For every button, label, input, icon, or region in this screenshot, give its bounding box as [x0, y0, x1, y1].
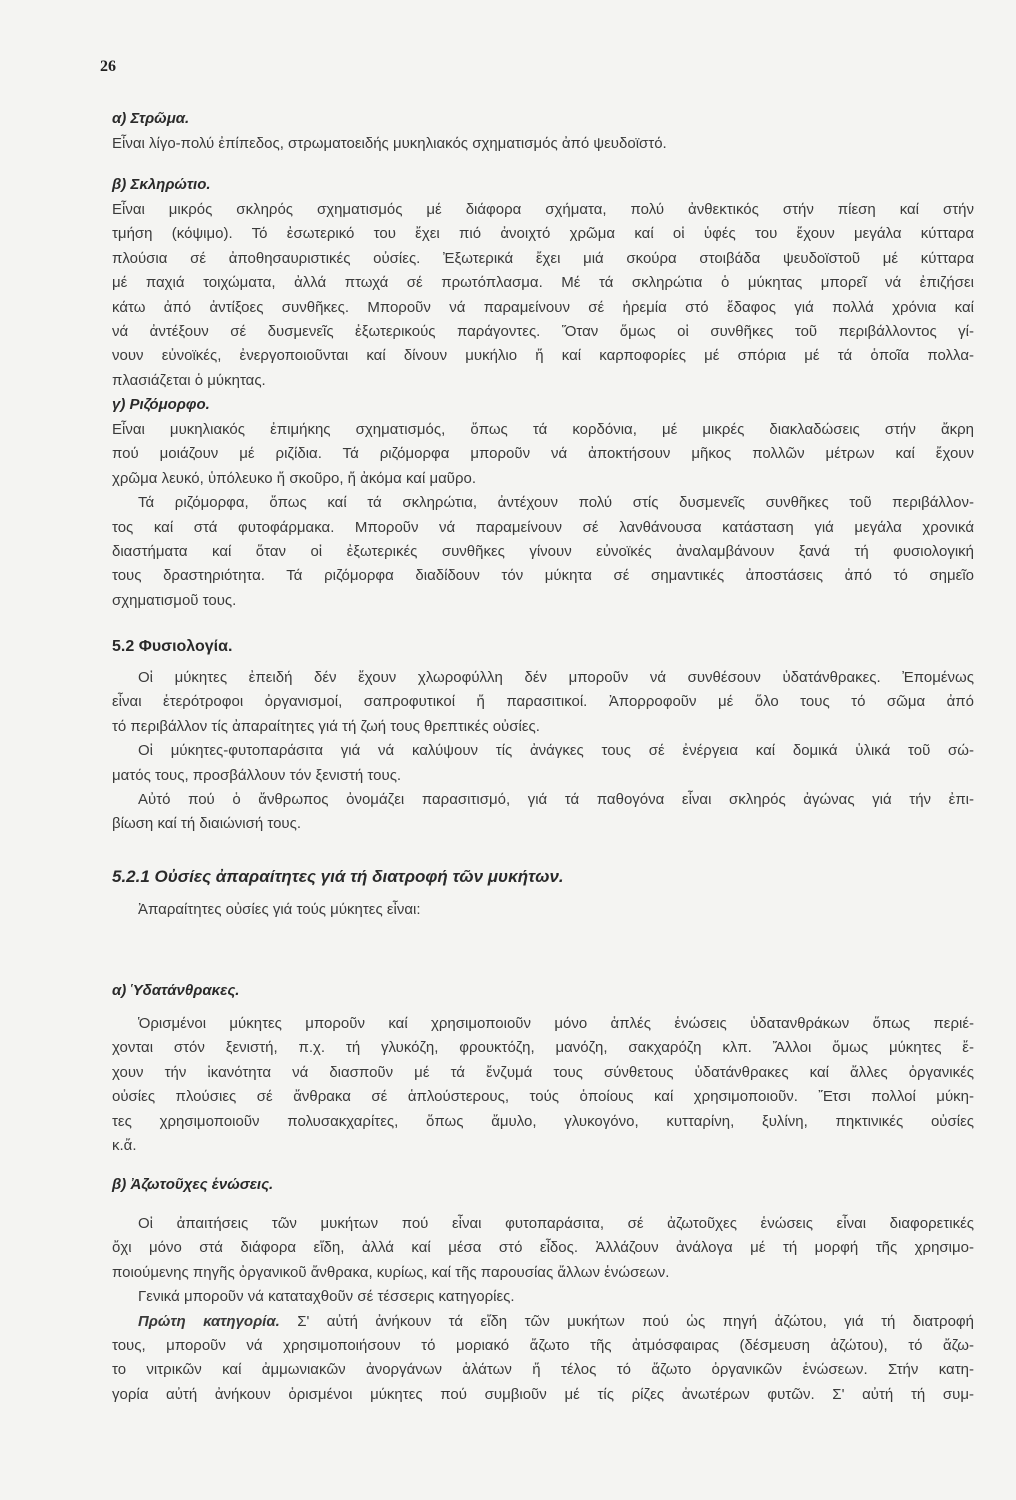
text-line: Οἱ μύκητες-φυτοπαράσιτα γιά νά καλύψουν τίς ἀνάγκες τους σέ ἐνέργεια καί δομικά ὑλικά τοῦ σώ-: [138, 742, 974, 760]
text-line: κ.ἄ.: [112, 1136, 137, 1154]
section-heading: γ) Ριζόμορφο.: [112, 396, 210, 413]
section-physiology: [112, 632, 974, 837]
text-line: το νιτρικῶν καί ἀμμωνιακῶν ἀνοργάνων ἁλάτων ἤ τέλος τό ἄζωτο ὀργανικῶν ἑνώσεων. Στήν κατη-: [112, 1361, 974, 1379]
section-heading: β) Ἀζωτοῦχες ἑνώσεις.: [112, 1176, 274, 1193]
text-line: μέ παχιά τοιχώματα, ἀλλά πτωχά σέ πρωτόπλασμα. Μέ τά σκληρώτια ὁ μύκητας μπορεῖ νά ἐπιζήσει: [112, 274, 974, 292]
text-line: σχηματισμοῦ τους.: [112, 591, 237, 609]
text-line: χονται στόν ξενιστή, π.χ. τή γλυκόζη, φρουκτόζη, μανόζη, σακχαρόζη κλπ. Ἄλλοι ὅμως μύκητες ἔ-: [112, 1039, 974, 1057]
text-span: Σ' αὐτή ἀνήκουν τά εἴδη τῶν μυκήτων πού ὡς πηγή ἀζώτου, γιά τή διατροφή: [297, 1312, 974, 1330]
text-line: Αὐτό πού ὁ ἄνθρωπος ὀνομάζει παρασιτισμό, γιά τά παθογόνα εἶναι σκληρός ἀγώνας γιά τήν ἐπι-: [138, 790, 974, 808]
section-heading: β) Σκληρώτιο.: [112, 176, 211, 193]
text-line: χουν τήν ἱκανότητα νά διασποῦν μέ τά ἔνζυμά τους σύνθετους ὑδατάνθρακες καί ἄλλες ὀργανικές: [112, 1063, 974, 1081]
section-carbohydrates: [112, 978, 974, 1158]
text-line: γορία αὐτή ἀνήκουν ὁρισμένοι μύκητες πού συμβιοῦν μέ τίς ρίζες ἀνωτέρων φυτῶν. Σ' αὐτή τή συμ-: [112, 1385, 974, 1403]
first-category-label: Πρώτη κατηγορία.: [138, 1312, 280, 1330]
text-line: διαστήματα καί ὅταν οἱ ἐξωτερικές συνθῆκες γίνουν εὐνοϊκές ἀναλαμβάνουν ξανά τή φυσιολογική: [112, 542, 974, 560]
text-line: πλασιάζεται ὁ μύκητας.: [112, 371, 266, 389]
text-line: πλούσια σέ ἀποθησαυριστικές οὐσίες. Ἐξωτερικά ἔχει μιά σκούρα στοιβάδα ψευδοϊστοῦ μέ κύτταρα: [112, 249, 974, 267]
text-line: Οἱ ἀπαιτήσεις τῶν μυκήτων πού εἶναι φυτοπαράσιτα, σέ ἀζωτοῦχες ἑνώσεις εἶναι διαφορετικές: [138, 1215, 974, 1232]
text-line: Εἶναι μικρός σκληρός σχηματισμός μέ διάφορα σχήματα, πολύ ἀνθεκτικός στήν πίεση καί στήν: [112, 201, 974, 218]
section-heading: 5.2 Φυσιολογία.: [112, 638, 233, 655]
text-line: Ἀπαραίτητες οὐσίες γιά τούς μύκητες εἶναι:: [138, 901, 421, 918]
text-line: Οἱ μύκητες ἐπειδή δέν ἔχουν χλωροφύλλη δέν μποροῦν νά συνθέσουν ὑδατάνθρακες. Ἐπομένως: [138, 669, 974, 686]
section-heading: α) Στρῶμα.: [112, 110, 190, 127]
text-line: Ὁρισμένοι μύκητες μποροῦν καί χρησιμοποιοῦν μόνο ἁπλές ἑνώσεις ὑδατανθράκων ὅπως περιέ-: [138, 1015, 974, 1032]
text-line: νά ἀντέξουν σέ δυσμενεῖς ἐξωτερικούς παράγοντες. Ὅταν ὅμως οἱ συνθῆκες τοῦ περιβάλλοντος γί-: [112, 322, 974, 340]
section-nutrients: [112, 862, 974, 922]
section-rhizomorph: [112, 392, 974, 613]
text-line: οὐσίες πλούσιες σέ ἄνθρακα σέ ἁπλούστερους, τούς ὁποίους καί χρησιμοποιοῦν. Ἔτσι πολλοί μύκη-: [112, 1088, 974, 1106]
text-line: τους δραστηριότητα. Τά ριζόμορφα διαδίδουν τόν μύκητα σέ σημαντικές ἀποστάσεις ἀπό τό σημεῖο: [112, 567, 974, 585]
text-line: ποιούμενης πηγῆς ὀργανικοῦ ἄνθρακα, κυρίως, καί τῆς παρουσίας ἄλλων ἑνώσεων.: [112, 1263, 670, 1281]
text-line: Εἶναι λίγο-πολύ ἐπίπεδος, στρωματοειδής μυκηλιακός σχηματισμός ἀπό ψευδοϊστό.: [112, 135, 667, 152]
page-number: 26: [100, 58, 116, 75]
text-line: τό περιβάλλον τίς ἀπαραίτητες γιά τή ζωή τους θρεπτικές οὐσίες.: [112, 717, 540, 735]
text-line: τες χρησιμοποιοῦν πολυσακχαρίτες, ὅπως ἄμυλο, γλυκογόνο, κυτταρίνη, ξυλίνη, πηκτινικές οὐσίες: [112, 1112, 974, 1130]
text-line: Τά ριζόμορφα, ὅπως καί τά σκληρώτια, ἀντέχουν πολύ στίς δυσμενεῖς συνθῆκες τοῦ περιβάλλον-: [138, 494, 974, 512]
text-line: κάτω ἀπό ἀντίξοες συνθῆκες. Μποροῦν νά παραμείνουν σέ ἠρεμία στό ἔδαφος γιά πολλά χρόνια καί: [112, 298, 974, 316]
text-line: [112, 1310, 974, 1334]
text-line: Γενικά μποροῦν νά καταταχθοῦν σέ τέσσερις κατηγορίες.: [138, 1288, 515, 1306]
text-line: πού μοιάζουν μέ ριζίδια. Τά ριζόμορφα μποροῦν νά ἀποκτήσουν μῆκος πολλῶν μέτρων καί ἔχουν: [112, 445, 974, 463]
section-heading: α) Ὑδατάνθρακες.: [112, 982, 240, 999]
text-line: τους, μποροῦν νά χρησιμοποιήσουν τό μοριακό ἄζωτο τῆς ἀτμόσφαιρας (δέσμευση ἀζώτου), τό ἄζω-: [112, 1336, 974, 1354]
text-line: νουν εὐνοϊκές, ἐνεργοποιοῦνται καί δίνουν μυκήλιο ἤ καί καρποφορίες μέ σπόρια μέ τά ὁποῖα πολλα-: [112, 347, 974, 365]
section-nitrogen-compounds: [112, 1172, 974, 1407]
section-heading: 5.2.1 Οὐσίες ἀπαραίτητες γιά τή διατροφή τῶν μυκήτων.: [112, 867, 564, 886]
text-line: βίωση καί τή διαιώνισή τους.: [112, 815, 302, 833]
text-line: Εἶναι μυκηλιακός ἐπιμήκης σχηματισμός, ὅπως τά κορδόνια, μέ μικρές διακλαδώσεις στήν ἄκρη: [112, 421, 974, 438]
section-sclerotium: [112, 172, 974, 393]
text-line: εἶναι ἑτερότροφοι ὀργανισμοί, σαπροφυτικοί ἤ παρασιτικοί. Ἀπορροφοῦν μέ ὅλο τους τό σῶμα ἀπό: [112, 693, 974, 711]
text-line: χρῶμα λευκό, ὑπόλευκο ἤ σκοῦρο, ἤ ἀκόμα καί μαῦρο.: [112, 469, 477, 487]
section-stroma: [112, 106, 974, 156]
text-line: τος καί στά φυτοφάρμακα. Μποροῦν νά παραμείνουν σέ λανθάνουσα κατάσταση γιά μεγάλα χρονικά: [112, 518, 974, 536]
text-line: ματός τους, προσβάλλουν τόν ξενιστή τους.: [112, 766, 402, 784]
text-line: τμήση (κόψιμο). Τό ἐσωτερικό του ἔχει πιό ἀνοιχτό χρῶμα καί οἱ ὑφές του ἔχουν μεγάλα κύτταρα: [112, 225, 974, 243]
text-line: ὄχι μόνο στά διάφορα εἴδη, ἀλλά καί μέσα στό εἶδος. Ἀλλάζουν ἀνάλογα μέ τή μορφή τῆς χρησιμο-: [112, 1239, 974, 1257]
